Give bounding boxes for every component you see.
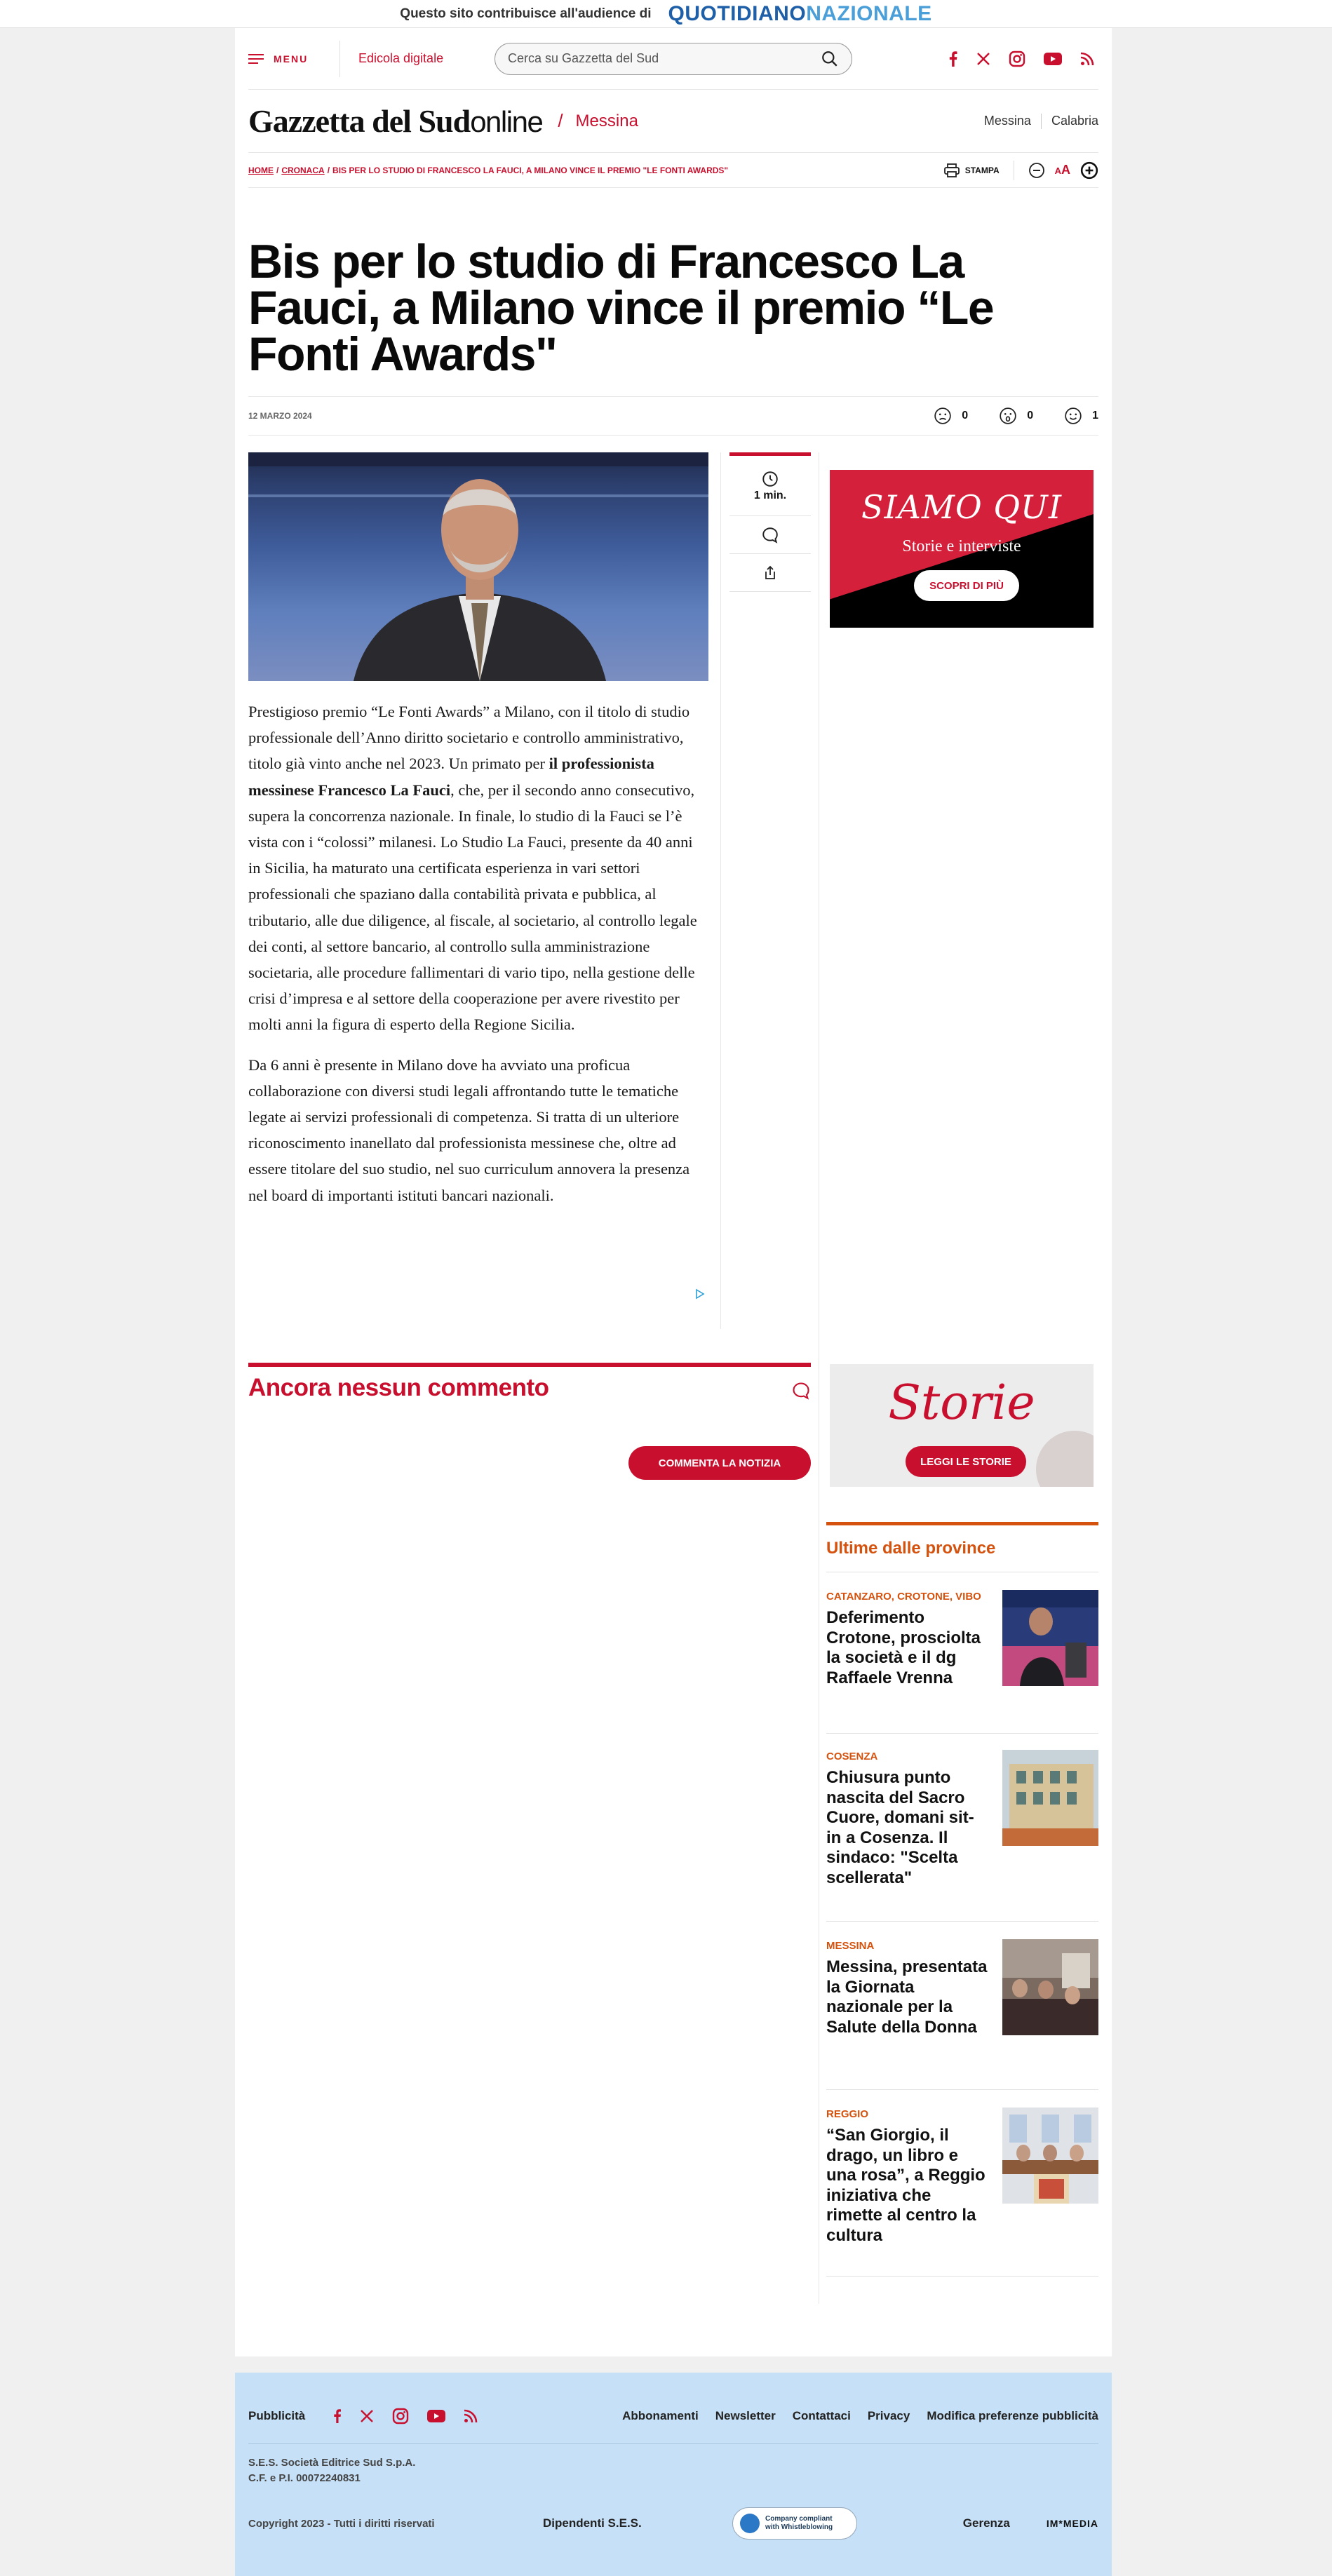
footer-links	[622, 2409, 1098, 2423]
article-paragraph: Da 6 anni è presente in Milano dove ha avviato una proficua collaborazione con diversi studi legali affrontando tutte le tematiche legate ai servizi professionali di competenza. Si tratta di un ulteriore riconoscimento inanellato dal professionista messinese che, oltre ad essere titolare del suo studio, nel suo curriculum annovera la presenza nel board di importanti istituti bancari nazionali.	[248, 1056, 690, 1204]
item-category[interactable]: CATANZARO, CROTONE, VIBO	[826, 1591, 981, 1603]
site-logo[interactable]: Gazzetta del Sudonline	[248, 103, 543, 139]
top-nav	[248, 28, 1098, 90]
article-date: 12 MARZO 2024	[248, 411, 312, 421]
footer-link-contattaci[interactable]: Contattaci	[792, 2408, 851, 2422]
item-thumbnail[interactable]	[1002, 2108, 1098, 2204]
article-meta	[248, 396, 1098, 436]
region-messina-link[interactable]: Messina	[983, 114, 1031, 128]
immedia-logo[interactable]: IM*MEDIA	[1046, 2518, 1098, 2529]
article-side-tools	[729, 452, 811, 592]
youtube-icon[interactable]	[427, 2409, 445, 2423]
edicola-digitale-link[interactable]: Edicola digitale	[358, 51, 444, 65]
item-title[interactable]: Messina, presentata la Giornata nazionale per la Salute della Donna	[826, 1957, 988, 2037]
footer-bottom-row	[248, 2506, 1098, 2541]
reactions	[934, 407, 1098, 425]
breadcrumb-current: BIS PER LO STUDIO DI FRANCESCO LA FAUCI, A MILANO VINCE IL PREMIO "LE FONTI AWARDS"	[332, 165, 729, 175]
search-icon[interactable]	[821, 50, 839, 68]
footer-link-ad-preferences[interactable]: Modifica preferenze pubblicità	[927, 2408, 1098, 2422]
leggi-le-storie-button[interactable]: LEGGI LE STORIE	[906, 1446, 1026, 1477]
item-category[interactable]: REGGIO	[826, 2108, 869, 2120]
share-icon	[762, 564, 779, 582]
whistleblowing-badge[interactable]: Company compliant with Whistleblowing	[732, 2507, 857, 2540]
printer-icon	[944, 163, 960, 177]
site-footer	[235, 2373, 1112, 2576]
reaction-sad[interactable]: 0	[934, 407, 968, 425]
facebook-icon[interactable]	[948, 51, 958, 67]
x-icon[interactable]	[976, 52, 990, 66]
surprised-face-icon	[999, 407, 1017, 425]
facebook-icon[interactable]	[333, 2409, 342, 2423]
reaction-happy[interactable]: 1	[1064, 407, 1098, 425]
list-item[interactable]	[826, 1734, 1098, 1922]
copyright: Copyright 2023 - Tutti i diritti riservati	[248, 2517, 435, 2530]
breadcrumb: HOME / CRONACA / BIS PER LO STUDIO DI FRANCESCO LA FAUCI, A MILANO VINCE IL PREMIO "LE FONTI AWARDS"	[248, 165, 729, 175]
menu-label: MENU	[274, 53, 309, 65]
storie-banner[interactable]	[830, 1364, 1094, 1487]
footer-link-newsletter[interactable]: Newsletter	[715, 2408, 776, 2422]
siamo-qui-banner[interactable]	[830, 470, 1094, 628]
item-title[interactable]: Deferimento Crotone, prosciolta la società e il dg Raffaele Vrenna	[826, 1608, 981, 1687]
item-category[interactable]: MESSINA	[826, 1940, 875, 1952]
quotidiano-nazionale-logo[interactable]: QUOTIDIANONAZIONALE	[668, 1, 932, 25]
article-body	[248, 699, 708, 1222]
footer-social-links	[333, 2408, 478, 2425]
search-box[interactable]	[495, 43, 852, 75]
siamo-qui-title: SIAMO QUI	[861, 488, 1062, 526]
article-tools	[944, 161, 1098, 180]
comment-bubble-icon	[791, 1381, 811, 1401]
breadcrumb-bar	[248, 153, 1098, 188]
footer-top-row	[248, 2388, 1098, 2444]
section-label[interactable]: / Messina	[558, 110, 638, 131]
font-decrease-icon[interactable]	[1028, 162, 1045, 179]
brand-header	[248, 90, 1098, 153]
comment-shortcut[interactable]	[729, 516, 811, 554]
x-icon[interactable]	[360, 2409, 374, 2423]
audience-strip	[0, 0, 1332, 28]
page-column	[235, 28, 1112, 2356]
list-item[interactable]	[826, 1922, 1098, 2090]
dipendenti-link[interactable]: Dipendenti S.E.S.	[543, 2516, 642, 2530]
gerenza-link[interactable]: Gerenza	[962, 2516, 1010, 2530]
item-category[interactable]: COSENZA	[826, 1751, 878, 1762]
article-title: Bis per lo studio di Francesco La Fauci, a Milano vince il premio “Le Fonti Awards"	[248, 235, 994, 381]
happy-face-icon	[1064, 407, 1082, 425]
timer-icon	[761, 470, 779, 488]
region-calabria-link[interactable]: Calabria	[1051, 114, 1098, 128]
region-links	[984, 114, 1098, 129]
audience-text: Questo sito contribuisce all'audience di	[400, 6, 652, 21]
commenta-button[interactable]: COMMENTA LA NOTIZIA	[628, 1446, 811, 1480]
comments-title: Ancora nessun commento	[248, 1374, 549, 1401]
reaction-surprised[interactable]: 0	[999, 407, 1033, 425]
article-photo	[248, 452, 708, 681]
scopri-di-piu-button[interactable]: SCOPRI DI PIÙ	[914, 570, 1019, 601]
item-title[interactable]: Chiusura punto nascita del Sacro Cuore, domani sit-in a Cosenza. Il sindaco: "Scelta scellerata"	[826, 1768, 974, 1887]
font-increase-icon[interactable]	[1080, 161, 1098, 180]
siamo-qui-subtitle: Storie e interviste	[902, 537, 1021, 555]
rss-icon[interactable]	[464, 2409, 478, 2423]
list-item[interactable]	[826, 2090, 1098, 2277]
menu-button[interactable]	[248, 38, 339, 80]
item-thumbnail[interactable]	[1002, 1750, 1098, 1846]
breadcrumb-home[interactable]: HOME	[248, 165, 274, 175]
pubblicita-link[interactable]: Pubblicità	[248, 2408, 306, 2422]
social-links	[948, 50, 1098, 67]
item-title[interactable]: “San Giorgio, il drago, un libro e una rosa”, a Reggio iniziativa che rimette al centro la cultura	[826, 2126, 985, 2245]
comment-icon	[761, 526, 779, 544]
footer-link-abbonamenti[interactable]: Abbonamenti	[622, 2408, 699, 2422]
reading-time: 1 min.	[729, 456, 811, 516]
list-item[interactable]	[826, 1572, 1098, 1734]
storie-title: Storie	[888, 1375, 1035, 1431]
hamburger-icon	[248, 54, 264, 64]
instagram-icon[interactable]	[1009, 50, 1025, 67]
sad-face-icon	[934, 407, 952, 425]
font-size-indicator: AA	[1054, 163, 1070, 177]
adchoices-icon[interactable]	[694, 1288, 706, 1300]
whistleblowing-icon	[740, 2514, 760, 2533]
article-paragraph: Prestigioso premio “Le Fonti Awards” a Milano, con il titolo di studio professionale dell’Anno diritto societario e controllo amministrativo, titolo già vinto anche nel 2023. Un primato per il professionista messinese Francesco La Fauci, che, per il secondo anno consecutivo, supera la concorrenza nazionale. In finale, lo studio di la Fauci se l’è vista con i “colossi” milanesi. Lo Studio La Fauci, presente da 40 anni in Sicilia, ha maturato una certificata esperienza in vari settori professionali che spaziano dalla contabilità privata e pubblica, al tributario, alle due diligence, al fiscale, al societario, al controllo legale dei conti, al settore bancario, al controllo sulla amministrazione societaria, alle procedure fallimentari di vario tipo, nella gestione delle crisi d’impresa e al settore della cooperazione per avere rivestito per molti anni la figura di esperto della Regione Sicilia.	[248, 703, 697, 1034]
province-title: Ultime dalle province	[826, 1522, 1098, 1572]
print-button[interactable]: STAMPA	[944, 163, 1000, 177]
item-thumbnail[interactable]	[1002, 1939, 1098, 2035]
share-button[interactable]	[729, 554, 811, 592]
comments-section	[248, 1363, 811, 1402]
rss-icon[interactable]	[1080, 52, 1094, 66]
province-news	[826, 1522, 1098, 2277]
search-input[interactable]	[508, 51, 802, 66]
youtube-icon[interactable]	[1044, 52, 1062, 66]
instagram-icon[interactable]	[392, 2408, 409, 2425]
footer-link-privacy[interactable]: Privacy	[867, 2408, 910, 2422]
item-thumbnail[interactable]	[1002, 1590, 1098, 1686]
breadcrumb-category[interactable]: CRONACA	[281, 165, 325, 175]
company-info: S.E.S. Società Editrice Sud S.p.A. C.F. e P.I. 00072240831	[248, 2457, 416, 2484]
